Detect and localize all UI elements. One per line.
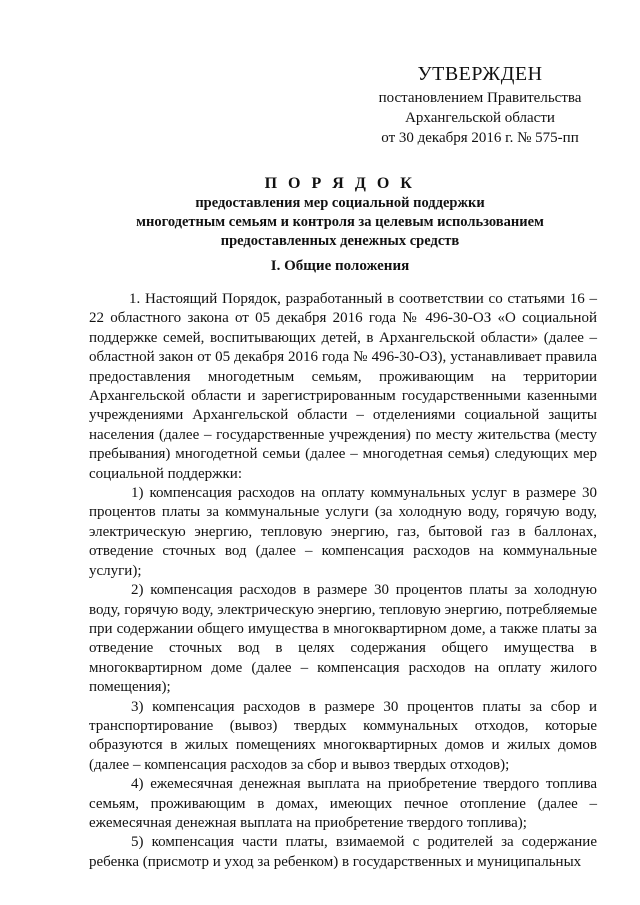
section-title: I. Общие положения: [270, 258, 410, 274]
approval-line-3: от 30 декабря 2016 г. № 575-пп: [381, 130, 579, 146]
list-item-5: 5) компенсация части платы, взимаемой с родителей за содержание ребенка (присмотр и уход за ребенком) в государственных и муниципальных: [89, 834, 597, 870]
approved-label: УТВЕРЖДЕН: [417, 63, 543, 85]
list-item-3: 3) компенсация расходов в размере 30 процентов платы за сбор и транспортирование (вывоз) твердых коммунальных отходов, которые образуются в жилых помещениях многоквартирных домов и жилых домов (далее – компенсация расходов за сбор и вывоз твердых отходов);: [89, 698, 597, 773]
document-heading: [80, 174, 600, 251]
list-item-2: 2) компенсация расходов в размере 30 процентов платы за холодную воду, горячую воду, электрическую энергию, тепловую энергию, потребляемые при содержании общего имущества в многоквартирном доме, а также платы за отведение сточных вод в целях содержания общего имущества в многоквартирном доме (далее – компенсация расходов на оплату жилого помещения);: [89, 582, 597, 696]
list-item-4: 4) ежемесячная денежная выплата на приобретение твердого топлива семьям, проживающим в домах, имеющих печное отопление (далее – ежемесячная денежная выплата на приобретение твердого топлива);: [89, 776, 597, 831]
paragraph-1: 1. Настоящий Порядок, разработанный в соответствии со статьями 16 – 22 областного закона от 05 декабря 2016 года № 496-30-ОЗ «О социальной поддержке семей, воспитывающих детей, в Архангельской области» (далее – областной закон от 05 декабря 2016 года № 496-30-ОЗ), устанавливает правила предоставления многодетным семьям, проживающим на территории Архангельской области и зарегистрированным государственными казенными учреждениями Архангельской области – отделениями социальной защиты населения (далее – государственные учреждения) по месту жительства (месту пребывания) многодетной семьи (далее – многодетная семья) следующих мер социальной поддержки:: [89, 291, 597, 482]
document-title: П О Р Я Д О К: [264, 175, 416, 192]
document-subtitle-line-2: многодетным семьям и контроля за целевым использованием: [136, 214, 544, 230]
list-item-1: 1) компенсация расходов на оплату коммунальных услуг в размере 30 процентов платы за коммунальные услуги (за холодную воду, горячую воду, электрическую энергию, тепловую энергию, газ, бытовой газ в баллонах, отведение сточных вод (далее – компенсация расходов на коммунальные услуги);: [89, 485, 597, 579]
document-subtitle-line-1: предоставления мер социальной поддержки: [195, 195, 485, 211]
document-body: [89, 290, 597, 872]
approval-line-1: постановлением Правительства: [378, 90, 582, 106]
approval-stamp: [360, 62, 600, 148]
document-subtitle-line-3: предоставленных денежных средств: [220, 233, 460, 249]
approval-line-2: Архангельской области: [405, 110, 555, 126]
